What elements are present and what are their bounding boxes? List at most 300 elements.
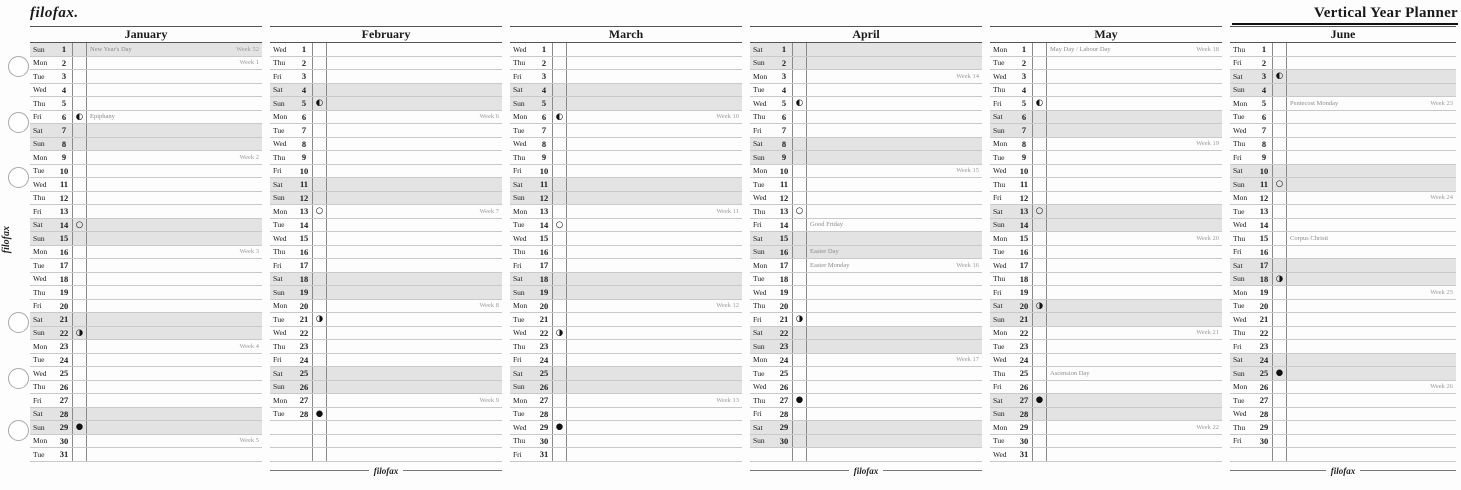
month-column-march	[510, 26, 742, 478]
day-number: 24	[779, 354, 789, 365]
day-row	[750, 273, 982, 287]
moon-phase-icon	[1032, 313, 1046, 326]
month-title: June	[1230, 26, 1456, 43]
notes-cell	[86, 286, 262, 299]
day-abbrev: Sat	[273, 85, 283, 95]
moon-phase-icon	[792, 151, 806, 164]
moon-phase-icon	[72, 354, 86, 367]
day-abbrev: Mon	[513, 395, 528, 405]
day-row	[270, 43, 502, 57]
notes-cell	[566, 151, 742, 164]
moon-phase-icon	[552, 97, 566, 110]
day-row	[1230, 421, 1456, 435]
day-row	[30, 84, 262, 98]
day-abbrev: Fri	[1233, 436, 1242, 446]
day-number: 24	[1259, 354, 1269, 365]
moon-phase-icon	[312, 246, 326, 259]
day-row	[990, 381, 1222, 395]
filofax-logo: filofax.	[30, 5, 79, 21]
day-abbrev: Mon	[273, 301, 288, 311]
day-row	[270, 151, 502, 165]
day-number: 27	[299, 395, 309, 406]
day-number: 18	[779, 273, 789, 284]
week-number: Week 15	[956, 167, 979, 175]
day-row	[510, 273, 742, 287]
punch-hole	[8, 420, 29, 441]
day-number: 25	[299, 368, 309, 379]
day-number: 18	[539, 273, 549, 284]
notes-cell	[86, 327, 262, 340]
notes-cell	[86, 246, 262, 259]
day-row	[30, 192, 262, 206]
day-number: 19	[59, 287, 69, 298]
day-number: 10	[1259, 165, 1269, 176]
day-row	[270, 97, 502, 111]
day-number: 6	[781, 111, 787, 122]
week-number: Week 1	[239, 59, 259, 67]
day-abbrev: Mon	[993, 44, 1008, 54]
day-abbrev: Wed	[993, 71, 1007, 81]
day-abbrev: Sun	[513, 193, 525, 203]
notes-cell	[806, 192, 982, 205]
moon-phase-icon: ◑	[72, 327, 86, 340]
day-row	[510, 151, 742, 165]
notes-cell	[1046, 205, 1222, 218]
column-footer	[270, 464, 502, 478]
day-number: 13	[539, 206, 549, 217]
day-number: 4	[301, 84, 307, 95]
day-row	[510, 394, 742, 408]
notes-cell	[326, 124, 502, 137]
month-columns	[30, 26, 1456, 478]
week-number: Week 10	[716, 113, 739, 121]
day-row	[30, 178, 262, 192]
holiday-note: Corpus Christi	[1290, 234, 1329, 242]
day-row	[510, 192, 742, 206]
day-row	[510, 448, 742, 462]
moon-phase-icon	[792, 178, 806, 191]
day-abbrev: Sun	[513, 287, 525, 297]
moon-phase-icon	[312, 57, 326, 70]
day-number: 7	[781, 125, 787, 136]
day-abbrev: Fri	[273, 166, 282, 176]
moon-phase-icon	[552, 70, 566, 83]
day-number: 16	[1259, 246, 1269, 257]
day-row	[510, 43, 742, 57]
notes-cell	[1286, 246, 1456, 259]
day-row	[750, 340, 982, 354]
notes-cell	[86, 111, 262, 124]
notes-cell	[86, 421, 262, 434]
moon-phase-icon	[552, 232, 566, 245]
day-abbrev: Thu	[513, 58, 526, 68]
notes-cell	[1046, 192, 1222, 205]
notes-cell	[86, 381, 262, 394]
day-number: 21	[299, 314, 309, 325]
day-row	[270, 219, 502, 233]
moon-phase-icon	[1272, 300, 1286, 313]
day-row	[990, 259, 1222, 273]
notes-cell	[1046, 394, 1222, 407]
moon-phase-icon	[792, 138, 806, 151]
week-number: Week 7	[479, 207, 499, 215]
notes-cell	[1286, 97, 1456, 110]
day-abbrev: Wed	[1233, 314, 1247, 324]
day-abbrev: Wed	[1233, 220, 1247, 230]
moon-phase-icon	[72, 448, 86, 461]
moon-phase-icon	[1032, 327, 1046, 340]
week-number: Week 13	[716, 396, 739, 404]
notes-cell	[1286, 394, 1456, 407]
day-row	[990, 354, 1222, 368]
moon-phase-icon	[1272, 43, 1286, 56]
day-abbrev: Mon	[1233, 98, 1248, 108]
day-number: 26	[1019, 381, 1029, 392]
moon-phase-icon	[792, 421, 806, 434]
day-number: 26	[59, 381, 69, 392]
day-number: 15	[1259, 233, 1269, 244]
day-number: 4	[541, 84, 547, 95]
day-number: 12	[779, 192, 789, 203]
day-row	[1230, 286, 1456, 300]
month-column-may	[990, 26, 1222, 478]
notes-cell	[566, 448, 742, 461]
day-row	[270, 435, 502, 449]
moon-phase-icon	[312, 151, 326, 164]
moon-phase-icon	[72, 43, 86, 56]
notes-cell	[806, 151, 982, 164]
day-number: 13	[299, 206, 309, 217]
day-row	[1230, 192, 1456, 206]
moon-phase-icon	[1272, 259, 1286, 272]
moon-phase-icon	[312, 448, 326, 461]
notes-cell	[566, 354, 742, 367]
day-number: 15	[299, 233, 309, 244]
day-number: 16	[299, 246, 309, 257]
day-number: 30	[1259, 435, 1269, 446]
day-row	[270, 421, 502, 435]
day-abbrev: Sat	[1233, 71, 1243, 81]
day-row	[750, 165, 982, 179]
notes-cell	[806, 97, 982, 110]
day-abbrev: Wed	[513, 328, 527, 338]
day-number: 8	[1261, 138, 1267, 149]
day-abbrev: Sat	[753, 44, 763, 54]
notes-cell	[86, 138, 262, 151]
day-number: 24	[1019, 354, 1029, 365]
day-abbrev: Sat	[513, 274, 523, 284]
day-number: 25	[1259, 368, 1269, 379]
moon-phase-icon: ◑	[1272, 273, 1286, 286]
moon-phase-icon	[1032, 435, 1046, 448]
notes-cell	[326, 367, 502, 380]
day-abbrev: Fri	[273, 260, 282, 270]
day-abbrev: Thu	[273, 152, 286, 162]
day-row	[510, 367, 742, 381]
day-row	[510, 327, 742, 341]
moon-phase-icon	[792, 57, 806, 70]
notes-cell	[1046, 111, 1222, 124]
notes-cell	[326, 57, 502, 70]
day-abbrev: Tue	[273, 409, 285, 419]
day-row	[30, 408, 262, 422]
day-row	[270, 327, 502, 341]
week-number: Week 19	[1196, 140, 1219, 148]
day-row	[1230, 300, 1456, 314]
notes-cell	[86, 97, 262, 110]
day-row	[750, 367, 982, 381]
day-number: 6	[541, 111, 547, 122]
day-row	[1230, 232, 1456, 246]
notes-cell	[806, 70, 982, 83]
notes-cell	[566, 300, 742, 313]
moon-phase-icon	[72, 97, 86, 110]
moon-phase-icon	[72, 367, 86, 380]
moon-phase-icon	[1032, 259, 1046, 272]
day-abbrev: Tue	[513, 125, 525, 135]
notes-cell	[86, 57, 262, 70]
notes-cell	[86, 448, 262, 461]
punch-hole	[8, 112, 29, 133]
moon-phase-icon	[792, 273, 806, 286]
week-number: Week 24	[1430, 194, 1453, 202]
day-number: 31	[59, 449, 69, 460]
moon-phase-icon	[1272, 97, 1286, 110]
moon-phase-icon	[792, 408, 806, 421]
moon-phase-icon	[72, 138, 86, 151]
notes-cell	[1046, 435, 1222, 448]
notes-cell	[566, 43, 742, 56]
day-row	[990, 165, 1222, 179]
day-number: 3	[781, 71, 787, 82]
day-row	[750, 421, 982, 435]
day-abbrev: Fri	[513, 355, 522, 365]
moon-phase-icon	[1032, 421, 1046, 434]
day-row	[30, 97, 262, 111]
day-row	[990, 178, 1222, 192]
day-row	[270, 165, 502, 179]
day-row	[1230, 124, 1456, 138]
notes-cell	[806, 435, 982, 448]
notes-cell	[1046, 354, 1222, 367]
day-abbrev: Fri	[1233, 247, 1242, 257]
day-row	[510, 435, 742, 449]
notes-cell	[806, 178, 982, 191]
day-abbrev: Sun	[33, 139, 45, 149]
day-number: 18	[1259, 273, 1269, 284]
notes-cell	[566, 165, 742, 178]
day-abbrev: Sun	[1233, 179, 1245, 189]
notes-cell	[326, 151, 502, 164]
day-number: 20	[1019, 300, 1029, 311]
day-abbrev: Sun	[753, 436, 765, 446]
moon-phase-icon	[312, 111, 326, 124]
day-row	[270, 408, 502, 422]
day-abbrev: Sun	[33, 422, 45, 432]
moon-phase-icon	[1272, 232, 1286, 245]
day-number: 22	[299, 327, 309, 338]
day-row	[750, 246, 982, 260]
day-number: 8	[61, 138, 67, 149]
week-number: Week 26	[1430, 383, 1453, 391]
day-row	[30, 354, 262, 368]
day-row	[1230, 327, 1456, 341]
day-row	[30, 57, 262, 71]
month-title: May	[990, 26, 1222, 43]
day-number: 26	[779, 381, 789, 392]
moon-phase-icon: ●	[792, 394, 806, 407]
day-abbrev: Thu	[273, 58, 286, 68]
moon-phase-icon	[312, 43, 326, 56]
notes-cell	[326, 246, 502, 259]
moon-phase-icon	[72, 273, 86, 286]
day-number: 30	[779, 435, 789, 446]
day-row	[30, 327, 262, 341]
day-row	[30, 340, 262, 354]
day-row	[1230, 340, 1456, 354]
moon-phase-icon	[1272, 219, 1286, 232]
notes-cell	[326, 394, 502, 407]
day-row	[750, 111, 982, 125]
day-abbrev: Thu	[1233, 139, 1246, 149]
moon-phase-icon	[552, 435, 566, 448]
day-abbrev: Fri	[993, 382, 1002, 392]
day-abbrev: Tue	[993, 436, 1005, 446]
day-number: 1	[61, 44, 67, 55]
day-row	[750, 327, 982, 341]
moon-phase-icon	[552, 300, 566, 313]
moon-phase-icon	[1272, 381, 1286, 394]
moon-phase-icon	[312, 165, 326, 178]
day-number: 5	[1261, 98, 1267, 109]
day-number: 16	[59, 246, 69, 257]
day-abbrev: Wed	[513, 422, 527, 432]
day-row	[990, 421, 1222, 435]
day-number: 4	[1021, 84, 1027, 95]
moon-phase-icon	[72, 259, 86, 272]
day-row	[510, 111, 742, 125]
moon-phase-icon	[792, 381, 806, 394]
day-row	[750, 97, 982, 111]
day-row	[270, 205, 502, 219]
moon-phase-icon	[1032, 138, 1046, 151]
notes-cell	[1046, 273, 1222, 286]
day-row	[1230, 84, 1456, 98]
holiday-note: Pentecost Monday	[1290, 99, 1339, 107]
day-abbrev: Sat	[993, 301, 1003, 311]
day-abbrev: Thu	[753, 301, 766, 311]
day-number: 31	[1019, 449, 1029, 460]
moon-phase-icon	[1032, 367, 1046, 380]
day-number: 21	[1019, 314, 1029, 325]
day-number: 28	[59, 408, 69, 419]
day-row	[990, 97, 1222, 111]
notes-cell	[806, 286, 982, 299]
day-number: 19	[539, 287, 549, 298]
notes-cell	[1286, 124, 1456, 137]
notes-cell	[326, 421, 502, 434]
day-abbrev: Sun	[33, 44, 45, 54]
notes-cell	[326, 111, 502, 124]
day-abbrev: Sat	[33, 409, 43, 419]
page-title-block	[1232, 4, 1458, 25]
moon-phase-icon: ◑	[552, 327, 566, 340]
footer-rule	[883, 470, 982, 471]
day-abbrev: Fri	[513, 449, 522, 459]
moon-phase-icon	[72, 286, 86, 299]
moon-phase-icon	[1032, 354, 1046, 367]
day-abbrev: Fri	[1233, 152, 1242, 162]
moon-phase-icon	[552, 165, 566, 178]
day-abbrev: Mon	[33, 247, 48, 257]
day-abbrev: Tue	[993, 152, 1005, 162]
day-abbrev: Fri	[33, 206, 42, 216]
day-number: 2	[1021, 57, 1027, 68]
notes-cell	[326, 43, 502, 56]
moon-phase-icon	[1032, 111, 1046, 124]
moon-phase-icon	[1272, 394, 1286, 407]
day-number: 8	[301, 138, 307, 149]
day-row	[510, 70, 742, 84]
notes-cell	[86, 178, 262, 191]
day-row	[30, 286, 262, 300]
day-abbrev: Thu	[33, 193, 46, 203]
day-abbrev: Sun	[273, 382, 285, 392]
day-row	[510, 340, 742, 354]
day-number: 3	[541, 71, 547, 82]
notes-cell	[1046, 313, 1222, 326]
day-abbrev: Sun	[273, 287, 285, 297]
day-number: 14	[1259, 219, 1269, 230]
moon-phase-icon	[1272, 408, 1286, 421]
day-number: 3	[1021, 71, 1027, 82]
day-abbrev: Mon	[273, 206, 288, 216]
day-row	[750, 43, 982, 57]
notes-cell	[806, 246, 982, 259]
day-abbrev: Wed	[273, 139, 287, 149]
notes-cell	[326, 165, 502, 178]
moon-phase-icon: ○	[1272, 178, 1286, 191]
month-column-february	[270, 26, 502, 478]
day-number: 12	[1259, 192, 1269, 203]
day-number: 28	[1259, 408, 1269, 419]
day-abbrev: Thu	[273, 247, 286, 257]
moon-phase-icon	[1032, 70, 1046, 83]
filofax-footer-logo: filofax	[1330, 465, 1356, 476]
day-row	[30, 124, 262, 138]
moon-phase-icon	[552, 340, 566, 353]
day-number: 7	[1021, 125, 1027, 136]
day-row	[1230, 151, 1456, 165]
day-abbrev: Mon	[513, 112, 528, 122]
week-number: Week 22	[1196, 423, 1219, 431]
notes-cell	[326, 435, 502, 448]
day-row	[1230, 97, 1456, 111]
notes-cell	[806, 381, 982, 394]
day-number: 15	[539, 233, 549, 244]
day-abbrev: Tue	[513, 409, 525, 419]
moon-phase-icon: ○	[312, 205, 326, 218]
day-row	[270, 84, 502, 98]
moon-phase-icon	[792, 246, 806, 259]
day-number: 20	[59, 300, 69, 311]
week-number: Week 18	[1196, 45, 1219, 53]
day-abbrev: Mon	[1233, 382, 1248, 392]
day-number: 13	[1259, 206, 1269, 217]
day-abbrev: Sun	[753, 247, 765, 257]
day-row	[510, 313, 742, 327]
day-number: 1	[541, 44, 547, 55]
